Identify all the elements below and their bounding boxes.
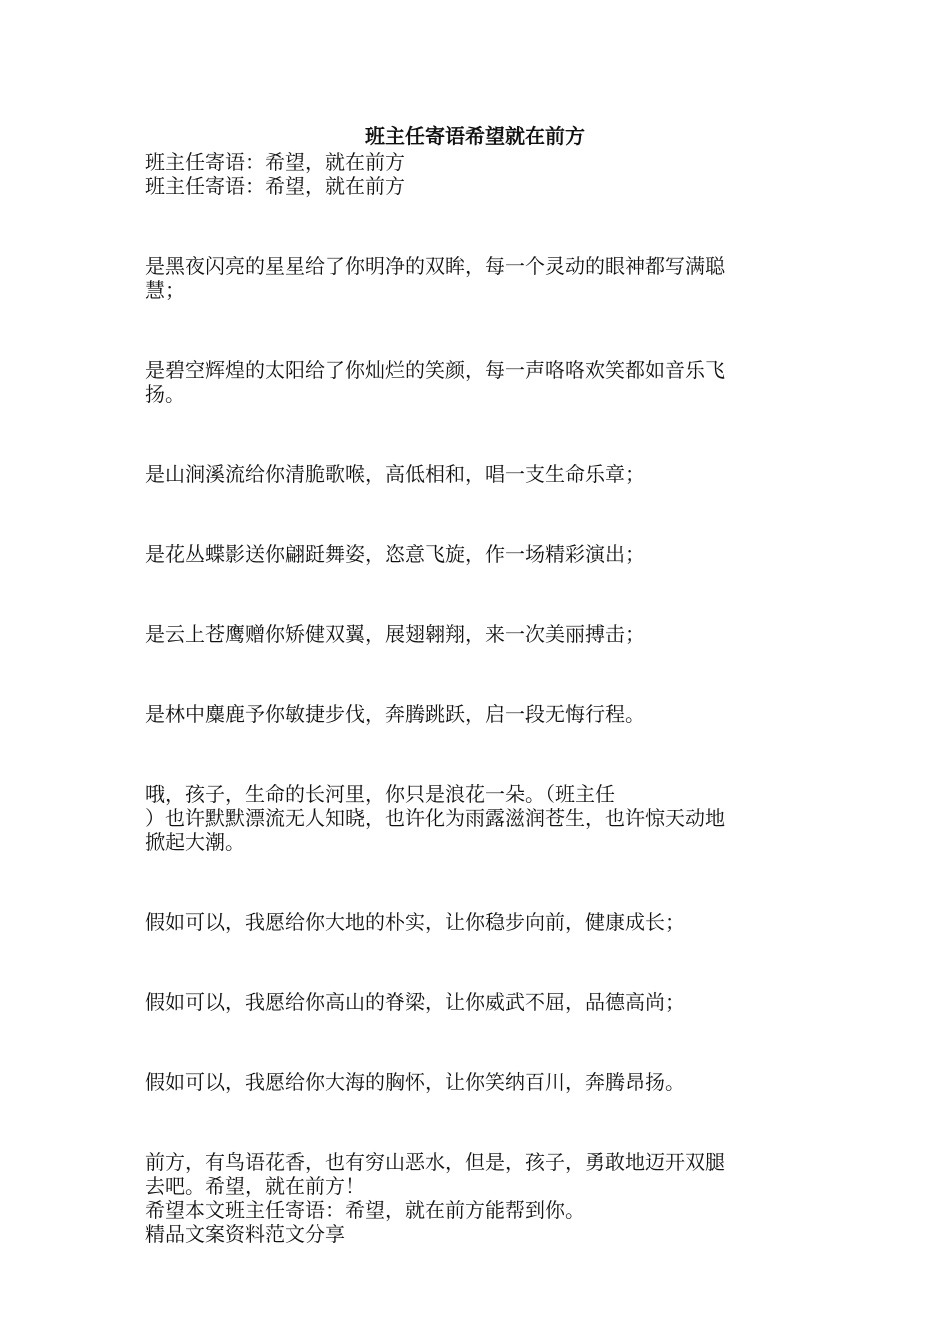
document-page <box>145 122 805 1246</box>
blank-line <box>145 502 805 526</box>
text-line: 扬。 <box>145 382 185 406</box>
blank-line <box>145 742 805 766</box>
blank-line <box>145 1030 805 1054</box>
text-line: 去吧。希望，就在前方！ <box>145 1174 365 1198</box>
blank-line <box>145 662 805 686</box>
blank-line <box>145 950 805 974</box>
blank-line <box>145 1110 805 1134</box>
document-title: 班主任寄语希望就在前方 <box>365 124 585 148</box>
text-line: 前方，有鸟语花香，也有穷山恶水，但是，孩子，勇敢地迈开双腿 <box>145 1150 725 1174</box>
blank-line <box>145 582 805 606</box>
blank-line <box>145 214 805 238</box>
text-line: 假如可以，我愿给你大海的胸怀，让你笑纳百川，奔腾昂扬。 <box>145 1070 685 1094</box>
text-line: 哦，孩子，生命的长河里，你只是浪花一朵。（班主任 <box>145 782 615 806</box>
text-line: 假如可以，我愿给你高山的脊梁，让你威武不屈，品德高尚； <box>145 990 685 1014</box>
text-line: 是花丛蝶影送你翩跹舞姿，恣意飞旋，作一场精彩演出； <box>145 542 645 566</box>
text-line: 是林中麋鹿予你敏捷步伐，奔腾跳跃，启一段无悔行程。 <box>145 702 645 726</box>
blank-line <box>145 318 805 342</box>
text-line: 是黑夜闪亮的星星给了你明净的双眸，每一个灵动的眼神都写满聪 <box>145 254 725 278</box>
document-body <box>145 150 805 1246</box>
text-line: 希望本文班主任寄语：希望，就在前方能帮到你。 <box>145 1198 585 1222</box>
text-line: 是山涧溪流给你清脆歌喉，高低相和，唱一支生命乐章； <box>145 462 645 486</box>
blank-line <box>145 422 805 446</box>
text-line: 慧； <box>145 278 185 302</box>
text-line: 班主任寄语：希望，就在前方 <box>145 150 405 174</box>
text-line: 精品文案资料范文分享 <box>145 1222 345 1246</box>
blank-line <box>145 870 805 894</box>
text-line: 假如可以，我愿给你大地的朴实，让你稳步向前，健康成长； <box>145 910 685 934</box>
text-line: 是碧空辉煌的太阳给了你灿烂的笑颜，每一声咯咯欢笑都如音乐飞 <box>145 358 725 382</box>
text-line: 是云上苍鹰赠你矫健双翼，展翅翱翔，来一次美丽搏击； <box>145 622 645 646</box>
text-line: 班主任寄语：希望，就在前方 <box>145 174 405 198</box>
text-line: 掀起大潮。 <box>145 830 245 854</box>
text-line: ）也许默默漂流无人知晓，也许化为雨露滋润苍生，也许惊天动地 <box>145 806 725 830</box>
